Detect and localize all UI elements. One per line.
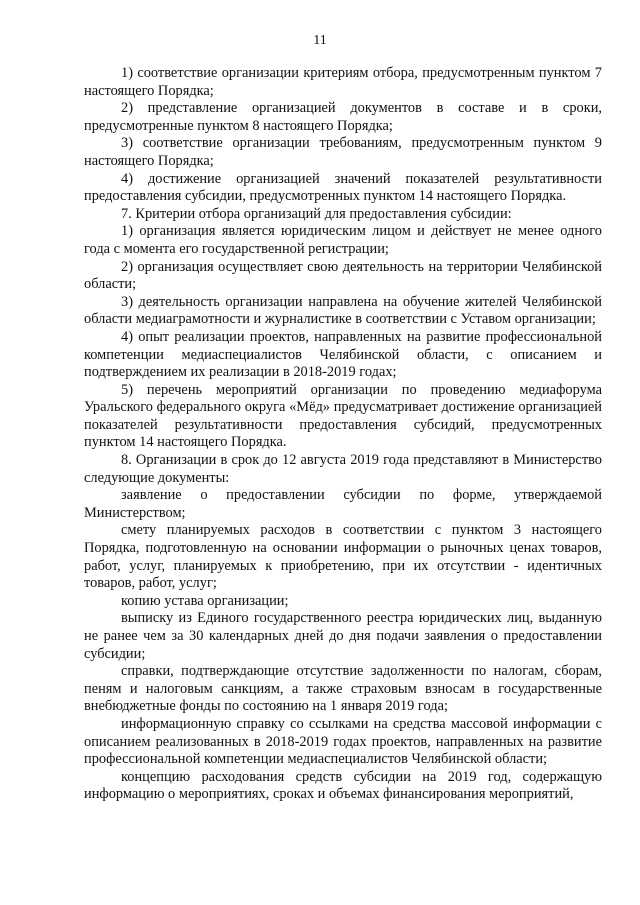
document-body: [84, 65, 602, 804]
paragraph-document-estimate: смету планируемых расходов в соответствии с пунктом 3 настоящего Порядка, подготовленную на основании информации о рыночных ценах товаров, работ, услуг, планируемых к приобретению, при их отсутствии - идентичных товаров, работ, услуг;: [84, 522, 602, 592]
paragraph-selection-5: 5) перечень мероприятий организации по проведению медиафорума Уральского федерального округа «Мёд» предусматривает достижение организацией показателей результативности предоставления субсидий, предусмотренных пунктом 14 настоящего Порядка.: [84, 381, 602, 451]
paragraph-criterion-1: 1) соответствие организации критериям отбора, предусмотренным пунктом 7 настоящего Порядка;: [84, 65, 602, 99]
paragraph-document-tax-certificates: справки, подтверждающие отсутствие задолженности по налогам, сборам, пеням и налоговым санкциям, а также страховым взносам в государственные внебюджетные фонды по состоянию на 1 января 2019 года;: [84, 663, 602, 715]
paragraph-selection-4: 4) опыт реализации проектов, направленных на развитие профессиональной компетенции медиаспециалистов Челябинской области, с описанием и подтверждением их реализации в 2018-2019 годах;: [84, 328, 602, 381]
paragraph-selection-1: 1) организация является юридическим лицом и действует не менее одного года с момента его государственной регистрации;: [84, 223, 602, 257]
paragraph-document-registry-extract: выписку из Единого государственного реестра юридических лиц, выданную не ранее чем за 30 календарных дней до дня подачи заявления о предоставлении субсидии;: [84, 610, 602, 662]
paragraph-selection-3: 3) деятельность организации направлена на обучение жителей Челябинской области медиаграмотности и журналистике в соответствии с Уставом организации;: [84, 293, 602, 328]
paragraph-document-charter: копию устава организации;: [121, 592, 289, 609]
page-number: 11: [313, 33, 327, 48]
paragraph-criterion-4: 4) достижение организацией значений показателей результативности предоставления субсидии, предусмотренных пунктом 14 настоящего Порядка.: [84, 170, 602, 205]
paragraph-document-info-reference: информационную справку со ссылками на средства массовой информации с описанием реализованных в 2018-2019 годах проектов, направленных на развитие профессиональной компетенции медиаспециалистов Челябинской области;: [84, 715, 602, 768]
paragraph-selection-2: 2) организация осуществляет свою деятельность на территории Челябинской области;: [84, 258, 602, 293]
paragraph-criterion-3: 3) соответствие организации требованиям, предусмотренным пунктом 9 настоящего Порядка;: [84, 135, 602, 169]
paragraph-section-8: 8. Организации в срок до 12 августа 2019 года представляют в Министерство следующие документы:: [84, 452, 602, 486]
paragraph-criterion-2: 2) представление организацией документов в составе и в сроки, предусмотренные пунктом 8 настоящего Порядка;: [84, 100, 602, 134]
paragraph-document-application: заявление о предоставлении субсидии по форме, утверждаемой Министерством;: [84, 487, 602, 521]
paragraph-section-7: 7. Критерии отбора организаций для предоставления субсидии:: [121, 205, 512, 222]
paragraph-document-concept: концепцию расходования средств субсидии на 2019 год, содержащую информацию о мероприятиях, сроках и объемах финансирования мероприятий,: [84, 768, 602, 803]
